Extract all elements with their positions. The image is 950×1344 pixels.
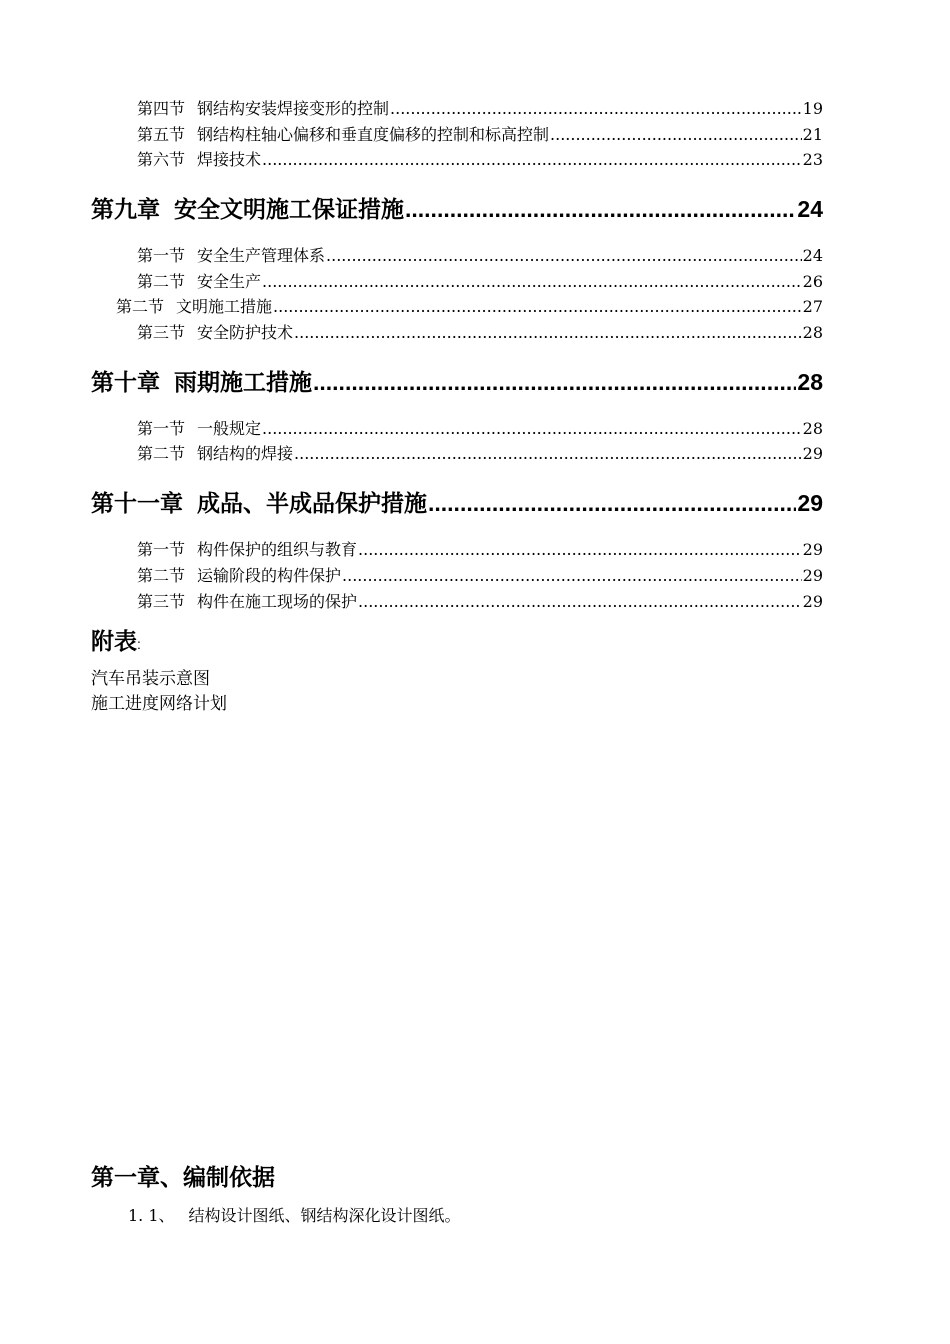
leader-dots — [390, 98, 802, 120]
toc-entry[interactable] — [137, 591, 823, 613]
leader-dots — [428, 488, 796, 518]
chapter-title: 雨期施工措施 — [174, 369, 312, 395]
page-number: 24 — [802, 246, 823, 265]
section-number: 第二节 — [137, 272, 186, 291]
chapter-number: 第九章 — [91, 196, 160, 222]
section-number: 第二节 — [137, 566, 186, 585]
leader-dots — [313, 367, 796, 397]
page-number: 28 — [802, 323, 823, 342]
section-title: 构件保护的组织与教育 — [197, 540, 358, 559]
leader-dots — [342, 565, 802, 587]
toc-entry[interactable] — [137, 271, 823, 293]
page-number: 21 — [802, 125, 823, 144]
section-number: 第一节 — [137, 540, 186, 559]
chapter-1-line — [128, 1205, 461, 1227]
page-number: 29 — [802, 444, 823, 463]
section-title: 构件在施工现场的保护 — [197, 592, 358, 611]
section-title: 钢结构柱轴心偏移和垂直度偏移的控制和标高控制 — [197, 125, 550, 144]
section-title: 安全生产 — [197, 272, 262, 291]
page-number: 29 — [802, 540, 823, 559]
section-title: 文明施工措施 — [176, 297, 273, 316]
section-title: 钢结构的焊接 — [197, 444, 294, 463]
section-number: 第三节 — [137, 592, 186, 611]
section-title: 运输阶段的构件保护 — [197, 566, 342, 585]
section-number: 第一节 — [137, 419, 186, 438]
section-number: 第四节 — [137, 99, 186, 118]
section-title: 焊接技术 — [197, 150, 262, 169]
toc-entry[interactable] — [137, 245, 823, 267]
section-title: 安全防护技术 — [197, 323, 294, 342]
appendix-item: 汽车吊装示意图 — [91, 669, 210, 689]
chapter-title: 成品、半成品保护措施 — [197, 490, 427, 516]
leader-dots — [273, 296, 802, 318]
page-number: 26 — [802, 272, 823, 291]
toc-entry[interactable] — [137, 149, 823, 171]
leader-dots — [358, 591, 802, 613]
page-number: 19 — [802, 99, 823, 118]
page-number: 28 — [797, 369, 823, 395]
clause-number: 1. 1、 — [128, 1206, 175, 1225]
toc-entry[interactable] — [137, 565, 823, 587]
toc-entry[interactable] — [137, 124, 823, 146]
leader-dots — [294, 443, 802, 465]
toc-entry[interactable] — [137, 418, 823, 440]
page-number: 29 — [802, 592, 823, 611]
section-number: 第二节 — [116, 297, 165, 316]
toc-entry[interactable] — [137, 539, 823, 561]
leader-dots — [262, 149, 802, 171]
page-number: 23 — [802, 150, 823, 169]
appendix-heading — [91, 626, 141, 659]
page-number: 27 — [802, 297, 823, 316]
toc-entry[interactable] — [137, 443, 823, 465]
toc-entry[interactable] — [116, 296, 823, 318]
section-title: 钢结构安装焊接变形的控制 — [197, 99, 390, 118]
page-number: 29 — [802, 566, 823, 585]
toc-chapter-11[interactable] — [91, 488, 823, 518]
page-number: 24 — [797, 196, 823, 222]
appendix-item: 施工进度网络计划 — [91, 694, 227, 714]
leader-dots — [550, 124, 802, 146]
chapter-number: 第十一章 — [91, 490, 183, 516]
chapter-title: 安全文明施工保证措施 — [174, 196, 404, 222]
chapter-number: 第十章 — [91, 369, 160, 395]
section-number: 第六节 — [137, 150, 186, 169]
section-number: 第五节 — [137, 125, 186, 144]
leader-dots — [262, 271, 802, 293]
toc-chapter-9[interactable] — [91, 194, 823, 224]
section-number: 第一节 — [137, 246, 186, 265]
page-number: 29 — [797, 490, 823, 516]
leader-dots — [294, 322, 802, 344]
toc-entry[interactable] — [137, 98, 823, 120]
leader-dots — [326, 245, 802, 267]
toc-entry[interactable] — [137, 322, 823, 344]
chapter-1-heading: 第一章、编制依据 — [91, 1164, 275, 1190]
leader-dots — [262, 418, 802, 440]
section-title: 安全生产管理体系 — [197, 246, 326, 265]
page-number: 28 — [802, 419, 823, 438]
section-number: 第三节 — [137, 323, 186, 342]
section-title: 一般规定 — [197, 419, 262, 438]
leader-dots — [358, 539, 802, 561]
leader-dots — [405, 194, 796, 224]
section-number: 第二节 — [137, 444, 186, 463]
clause-text: 结构设计图纸、钢结构深化设计图纸。 — [188, 1206, 461, 1225]
appendix-colon: : — [137, 636, 141, 652]
appendix-heading-text: 附表 — [91, 628, 137, 654]
toc-chapter-10[interactable] — [91, 367, 823, 397]
